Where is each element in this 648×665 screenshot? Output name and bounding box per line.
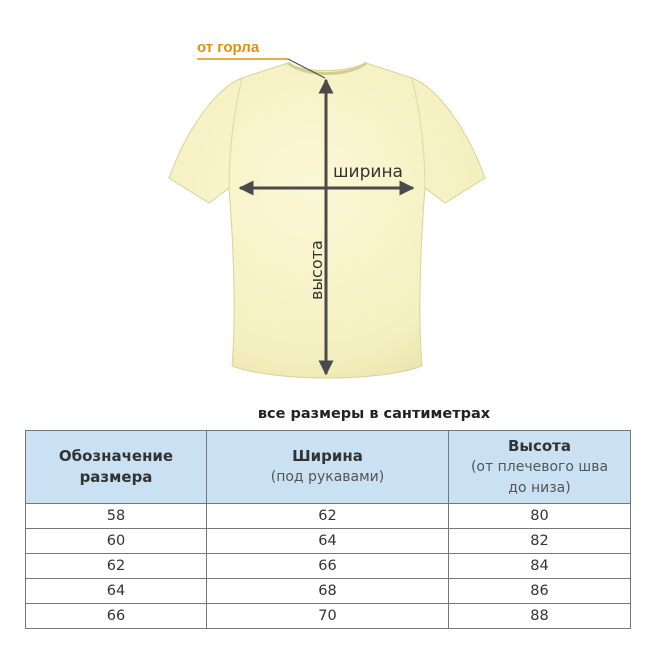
- cell-width: 70: [207, 604, 449, 629]
- header-height-sub1: (от плечевого шва: [470, 458, 609, 475]
- table-row: [26, 579, 631, 604]
- size-table: [25, 430, 631, 629]
- height-label: высота: [307, 240, 326, 300]
- cell-width: 64: [207, 529, 449, 554]
- cell-height: 84: [449, 554, 631, 579]
- width-label: ширина: [333, 162, 403, 182]
- header-size-line2: размера: [79, 468, 153, 486]
- header-size: [26, 431, 207, 504]
- cell-size: 66: [26, 604, 207, 629]
- cell-size: 62: [26, 554, 207, 579]
- header-height-sub2: до низа): [508, 479, 571, 496]
- header-height-title: Высота: [507, 436, 571, 455]
- header-size-line1: Обозначение: [58, 447, 174, 465]
- header-height: [449, 431, 631, 504]
- cell-size: 60: [26, 529, 207, 554]
- units-caption: все размеры в сантиметрах: [257, 406, 491, 422]
- cell-size: 64: [26, 579, 207, 604]
- table-row: [26, 529, 631, 554]
- neck-label: от горла: [197, 39, 260, 56]
- cell-height: 82: [449, 529, 631, 554]
- header-width: [207, 431, 449, 504]
- cell-size: 58: [26, 504, 207, 529]
- header-width-title: Ширина: [292, 447, 363, 465]
- table-row: [26, 604, 631, 629]
- header-width-sub: (под рукавами): [270, 469, 385, 485]
- cell-height: 80: [449, 504, 631, 529]
- table-row: [26, 504, 631, 529]
- cell-width: 66: [207, 554, 449, 579]
- cell-width: 68: [207, 579, 449, 604]
- cell-height: 88: [449, 604, 631, 629]
- cell-width: 62: [207, 504, 449, 529]
- table-row: [26, 554, 631, 579]
- cell-height: 86: [449, 579, 631, 604]
- table-header-row: [26, 431, 631, 504]
